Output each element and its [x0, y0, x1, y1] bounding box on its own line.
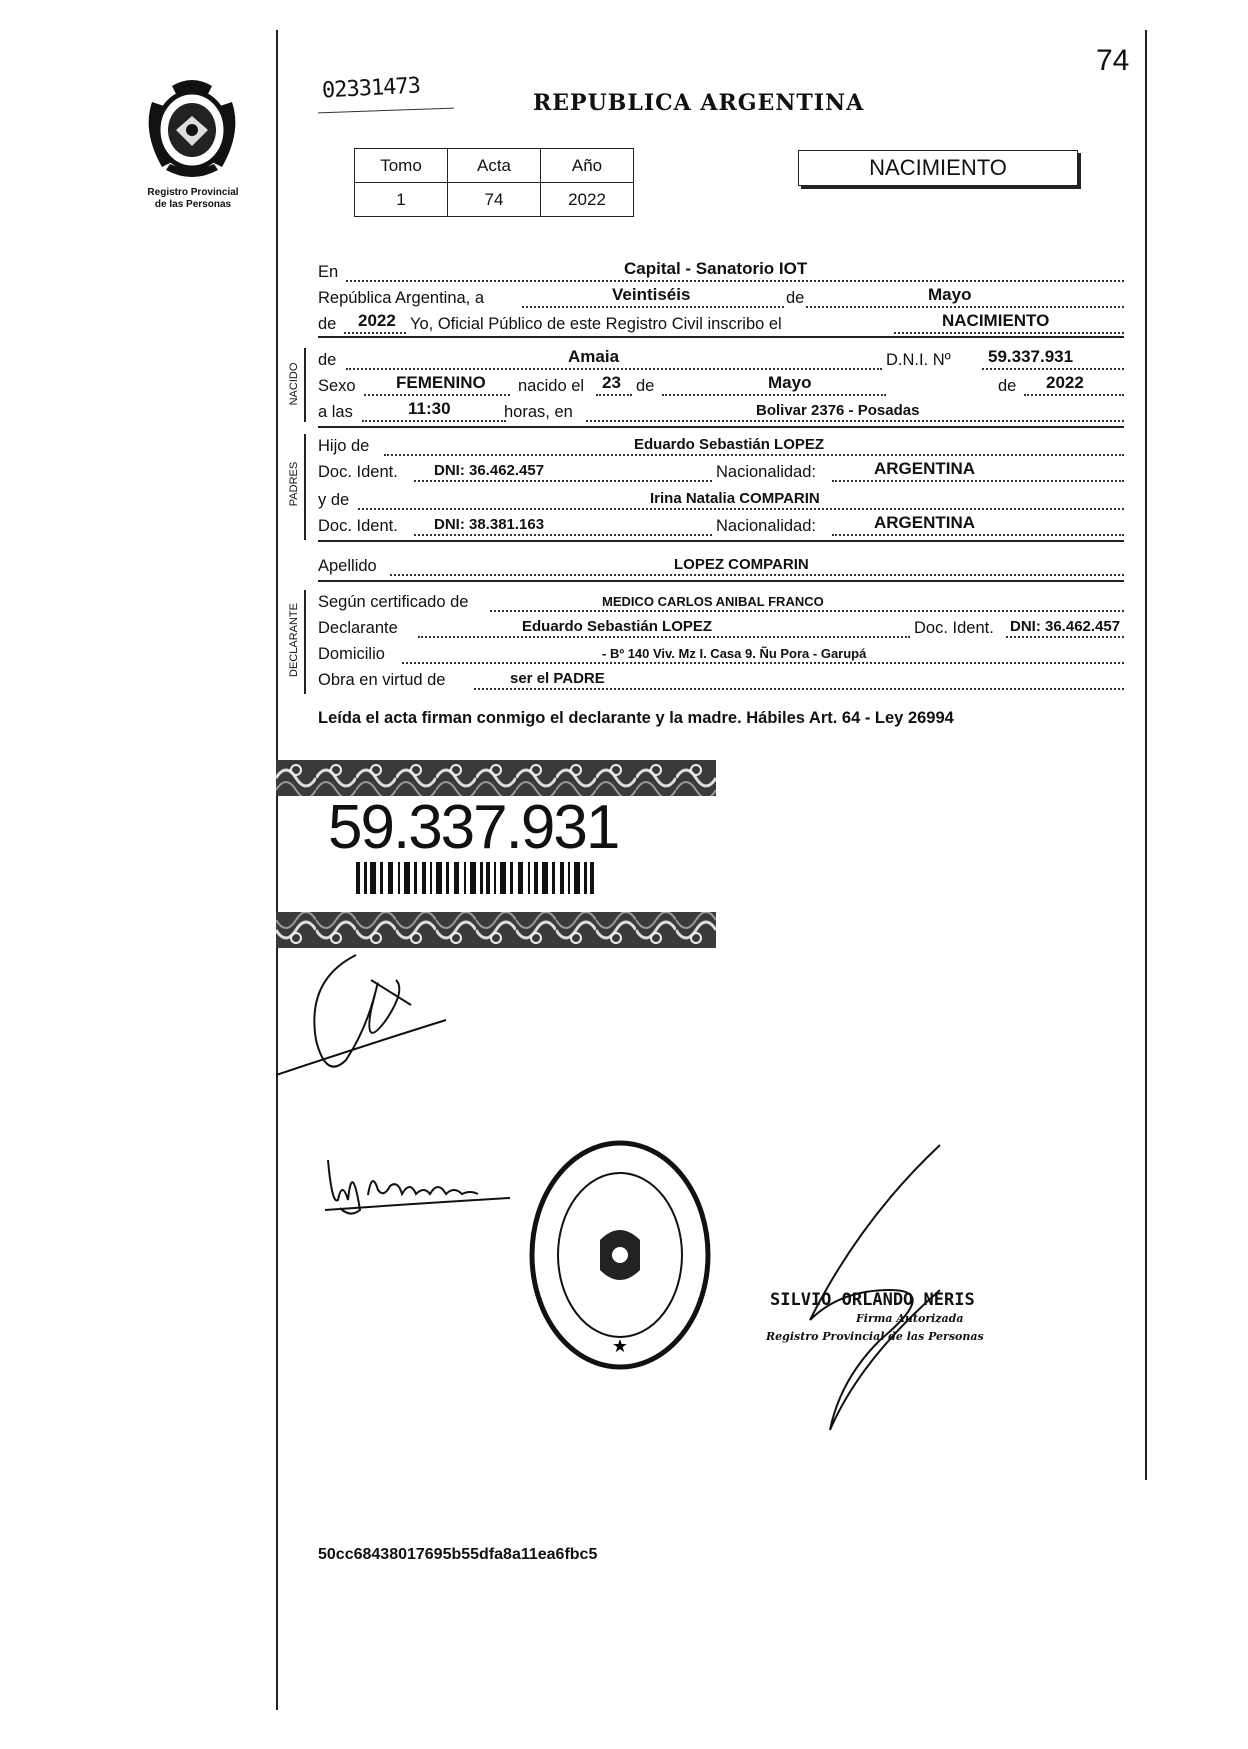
value-tomo: 1: [355, 183, 448, 217]
row-domicilio: [318, 640, 1124, 666]
field-declarante-name: Eduardo Sebastián LOPEZ: [522, 618, 713, 635]
field-birth-place: Bolivar 2376 - Posadas: [756, 402, 920, 419]
country-heading: REPUBLICA ARGENTINA: [533, 90, 865, 116]
dotted-line: [384, 454, 1124, 456]
row-year: [318, 310, 1124, 336]
dotted-line: [362, 420, 506, 422]
field-surname: LOPEZ COMPARIN: [674, 556, 809, 573]
dotted-line: [1006, 636, 1124, 638]
closing-statement: Leída el acta firman conmigo el declarante y la madre. Hábiles Art. 64 - Ley 26994: [318, 709, 954, 727]
header-tomo: Tomo: [355, 149, 448, 183]
side-label-padres: PADRES: [288, 461, 300, 507]
serial-underline: [318, 108, 454, 114]
organization-line-2: de las Personas: [154, 199, 232, 210]
dotted-line: [402, 662, 1124, 664]
svg-text:★: ★: [611, 1336, 629, 1357]
row-sexo: [318, 372, 1124, 398]
row-obra: [318, 666, 1124, 692]
label-de-2: de: [318, 315, 337, 333]
dotted-line: [414, 534, 712, 536]
field-month: Mayo: [928, 285, 972, 304]
label-horas-en: horas, en: [504, 403, 573, 421]
field-mother-doc: DNI: 38.381.163: [434, 516, 545, 533]
dotted-line: [346, 280, 1124, 282]
barcode: [356, 862, 594, 894]
row-republica: [318, 284, 1124, 310]
padres-bar: [304, 434, 306, 540]
section-separator: [318, 426, 1124, 428]
dotted-line: [344, 332, 406, 334]
field-place-registered: Capital - Sanatorio IOT: [624, 259, 808, 278]
field-sexo: FEMENINO: [396, 373, 486, 392]
mother-signature: [320, 1150, 520, 1220]
dotted-line: [1024, 394, 1124, 396]
dotted-line: [894, 332, 1124, 334]
dotted-line: [390, 574, 1124, 576]
nacido-bar: [304, 348, 306, 422]
field-birth-month: Mayo: [768, 373, 812, 392]
label-apellido: Apellido: [318, 557, 377, 575]
row-apellido: [318, 552, 1124, 578]
label-de-4: de: [636, 377, 655, 395]
side-label-declarante: DECLARANTE: [288, 603, 300, 677]
label-segun-certificado: Según certificado de: [318, 593, 469, 611]
dotted-line: [982, 368, 1124, 370]
serial-number: 02331473: [321, 73, 421, 104]
label-declarante: Declarante: [318, 619, 398, 637]
field-child-name: Amaia: [568, 347, 620, 366]
field-child-dni: 59.337.931: [988, 347, 1074, 366]
field-mother-name: Irina Natalia COMPARIN: [650, 490, 820, 507]
dotted-line: [490, 610, 1124, 612]
dotted-line: [832, 534, 1124, 536]
label-nacionalidad-2: Nacionalidad:: [716, 517, 816, 535]
label-nacido-el: nacido el: [518, 377, 585, 395]
label-doc-ident: Doc. Ident.: [318, 463, 398, 481]
row-certificado: [318, 588, 1124, 614]
value-anio: 2022: [541, 183, 634, 217]
field-father-nationality: ARGENTINA: [874, 459, 976, 478]
label-doc-ident-2: Doc. Ident.: [318, 517, 398, 535]
dotted-line: [662, 394, 886, 396]
row-name: [318, 346, 1124, 372]
field-year: 2022: [358, 311, 396, 330]
dotted-line: [832, 480, 1124, 482]
field-birth-year: 2022: [1046, 373, 1084, 392]
security-band-bottom: [276, 912, 716, 948]
row-father: [318, 432, 1124, 458]
label-inscribo: Yo, Oficial Público de este Registro Civil inscribo el: [410, 315, 782, 333]
label-doc-ident-3: Doc. Ident.: [914, 619, 994, 637]
label-obra: Obra en virtud de: [318, 671, 446, 689]
dotted-line: [474, 688, 1124, 690]
label-hijo-de: Hijo de: [318, 437, 370, 455]
organization-label: [118, 187, 268, 211]
dotted-line: [596, 394, 632, 396]
page-number: 74: [1096, 44, 1130, 77]
label-republica: República Argentina, a: [318, 289, 485, 307]
record-table: [354, 148, 634, 217]
field-declarante-doc: DNI: 36.462.457: [1010, 618, 1121, 635]
field-inscribo-value: NACIMIENTO: [942, 311, 1050, 330]
header-acta: Acta: [448, 149, 541, 183]
label-de: de: [786, 289, 805, 307]
row-mother: [318, 486, 1124, 512]
record-table-header-row: [355, 149, 634, 183]
side-label-nacido: NACIDO: [288, 362, 300, 406]
field-mother-nationality: ARGENTINA: [874, 513, 976, 532]
official-org: Registro Provincial de las Personas: [766, 1330, 984, 1343]
organization-line-1: Registro Provincial: [147, 187, 239, 198]
dotted-line: [414, 480, 712, 482]
dotted-line: [346, 368, 882, 370]
provincial-seal-logo: [132, 72, 252, 187]
field-day-words: Veintiséis: [612, 285, 691, 304]
field-father-doc: DNI: 36.462.457: [434, 462, 545, 479]
official-title: Firma Autorizada: [856, 1312, 964, 1325]
label-en: En: [318, 263, 339, 281]
dotted-line: [418, 636, 910, 638]
official-stamp: [520, 1130, 720, 1380]
id-number-large: 59.337.931: [328, 793, 619, 862]
label-de-5: de: [998, 377, 1017, 395]
row-en: [318, 258, 1124, 284]
label-de-3: de: [318, 351, 337, 369]
label-sexo: Sexo: [318, 377, 356, 395]
row-father-doc: [318, 458, 1124, 484]
field-certificado: MEDICO CARLOS ANIBAL FRANCO: [602, 594, 824, 609]
field-birth-time: 11:30: [408, 399, 451, 418]
label-dni: D.N.I. Nº: [886, 351, 951, 369]
field-domicilio: - Bº 140 Viv. Mz I. Casa 9. Ñu Pora - Garupá: [602, 646, 867, 661]
field-birth-day: 23: [602, 373, 621, 392]
field-father-name: Eduardo Sebastián LOPEZ: [634, 436, 825, 453]
row-mother-doc: [318, 512, 1124, 538]
value-acta: 74: [448, 183, 541, 217]
record-table-value-row: [355, 183, 634, 217]
section-separator: [318, 580, 1124, 582]
section-separator: [318, 540, 1124, 542]
right-margin-line: [1145, 30, 1147, 1480]
field-obra: ser el PADRE: [510, 670, 605, 687]
row-declarante: [318, 614, 1124, 640]
security-band-top: [276, 760, 716, 796]
official-name: SILVIO ORLANDO NERIS: [770, 1290, 975, 1310]
record-type-box: NACIMIENTO: [798, 150, 1078, 186]
dotted-line: [522, 306, 1124, 308]
declarant-signature: [276, 950, 476, 1110]
dotted-line: [358, 508, 1124, 510]
section-separator: [318, 336, 1124, 338]
row-hora: [318, 398, 1124, 424]
label-a-las: a las: [318, 403, 353, 421]
dotted-line: [364, 394, 510, 396]
label-domicilio: Domicilio: [318, 645, 385, 663]
dotted-line: [586, 420, 1124, 422]
document-hash: 50cc68438017695b55dfa8a11ea6fbc5: [318, 1546, 598, 1563]
header-anio: Año: [541, 149, 634, 183]
declarante-bar: [304, 590, 306, 694]
left-margin-line: [276, 30, 278, 1710]
label-nacionalidad: Nacionalidad:: [716, 463, 816, 481]
label-y-de: y de: [318, 491, 350, 509]
